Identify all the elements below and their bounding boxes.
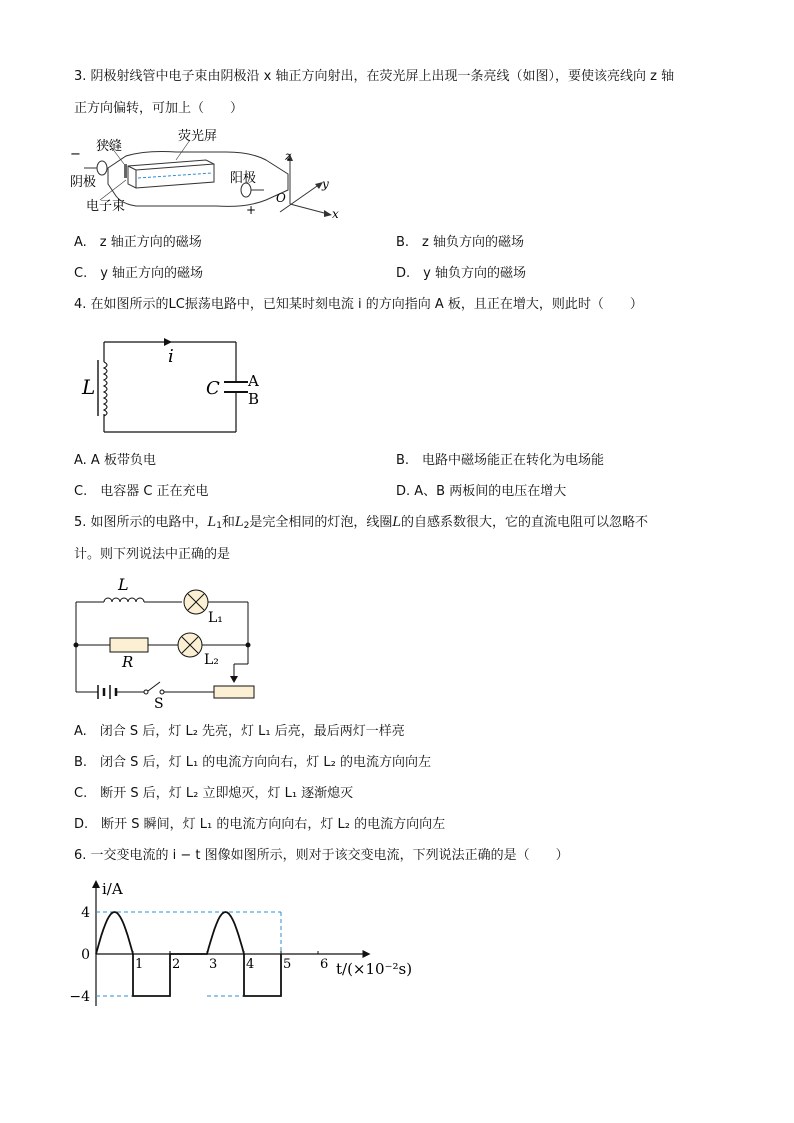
chart-y-tick-label: 4 [81, 905, 90, 921]
q4-plate-a-label: A [248, 372, 259, 390]
q3-axis-y: y [322, 177, 329, 191]
q5-resistor-label: R [122, 653, 134, 671]
chart-x-tick-label: 3 [209, 957, 218, 972]
q4-option-b: B. 电路中磁场能正在转化为电场能 [396, 453, 605, 468]
q4-inductor-label: L [82, 375, 96, 399]
chart-tick-labels [69, 905, 328, 1005]
q4-stem: 4. 在如图所示的LC振荡电路中，已知某时刻电流 i 的方向指向 A 板，且正在增大，则此时（ ） [74, 297, 643, 312]
q5-stem-line2: 计。则下列说法中正确的是 [74, 547, 231, 562]
q3-minus-sign: − [70, 147, 81, 162]
q5-option-b: B. 闭合 S 后，灯 L₁ 的电流方向向右，灯 L₂ 的电流方向向左 [74, 755, 432, 770]
q3-stem-line2: 正方向偏转，可加上（ ） [74, 101, 244, 116]
q5-option-c: C. 断开 S 后，灯 L₂ 立即熄灭，灯 L₁ 逐渐熄灭 [74, 786, 354, 801]
q5-switch-label: S [154, 696, 164, 708]
chart-x-tick-label: 2 [172, 957, 181, 972]
q4-plate-b-label: B [248, 390, 260, 408]
q3-plus-sign: + [246, 203, 257, 217]
q5-stem-part-a: 5. 如图所示的电路中， [74, 515, 208, 530]
q3-anode-label: 阳极 [230, 171, 257, 186]
q3-option-a: A. z 轴正方向的磁场 [74, 235, 202, 250]
q5-option-d: D. 断开 S 瞬间，灯 L₁ 的电流方向向右，灯 L₂ 的电流方向向左 [74, 817, 446, 832]
q5-inductor-label: L [118, 575, 129, 594]
q3-option-d: D. y 轴负方向的磁场 [396, 266, 526, 281]
q4-option-a: A. A 板带负电 [74, 453, 156, 468]
q3-option-c: C. y 轴正方向的磁场 [74, 266, 204, 281]
q5-stem-part-c: 是完全相同的灯泡，线圈 [249, 515, 393, 530]
q3-cathode-label: 阴极 [70, 175, 97, 190]
chart-x-tick-label: 1 [135, 957, 144, 972]
q3-axis-z: z [285, 149, 292, 163]
q3-stem-line1: 3. 阴极射线管中电子束由阴极沿 x 轴正方向射出，在荧光屏上出现一条亮线（如图），要使该亮线向 z 轴 [74, 69, 675, 84]
q5-circuit-figure [68, 572, 268, 708]
q4-capacitor-label: C [206, 378, 220, 399]
q3-option-b: B. z 轴负方向的磁场 [396, 235, 525, 250]
chart-y-axis-arrow [92, 880, 100, 888]
q4-option-c: C. 电容器 C 正在充电 [74, 484, 209, 499]
chart-x-tick-label: 4 [246, 957, 255, 972]
q5-option-a: A. 闭合 S 后，灯 L₂ 先亮，灯 L₁ 后亮，最后两灯一样亮 [74, 724, 405, 739]
q5-lamp1-label: L₁ [208, 610, 223, 626]
q3-screen-label: 荧光屏 [178, 129, 218, 144]
chart-y-tick-label: 0 [81, 947, 90, 963]
q3-cathode-ray-tube-figure [66, 128, 356, 224]
q5-stem-line1: 5. 如图所示的电路中，$L_1$和$L_2$是完全相同的灯泡，线圈L的自感系数很大，它的直流电阻可以忽略不 [74, 515, 648, 531]
chart-x-axis-label: t/(×10⁻²s) [336, 960, 413, 978]
q5-stem-part-b: 和 [221, 515, 235, 530]
q6-stem: 6. 一交变电流的 i − t 图像如图所示，则对于该交变电流，下列说法正确的是（ ） [74, 848, 569, 863]
q5-lamp2-label: L₂ [204, 652, 219, 668]
chart-y-tick-label: −4 [69, 989, 90, 1005]
q6-current-time-chart [68, 872, 418, 1012]
q3-axis-x: x [332, 207, 339, 221]
q4-current-label: i [168, 346, 174, 367]
q3-origin-label: O [276, 191, 286, 205]
q4-option-d: D. A、B 两板间的电压在增大 [396, 484, 567, 499]
chart-x-axis-arrow [363, 950, 371, 958]
q5-stem-part-d: 的自感系数很大，它的直流电阻可以忽略不 [400, 515, 648, 530]
chart-x-tick-label: 6 [320, 957, 329, 972]
q3-beam-label: 电子束 [86, 199, 126, 214]
chart-y-axis-label: i/A [102, 880, 123, 898]
q3-slit-label: 狭缝 [96, 139, 123, 154]
q4-lc-circuit-figure [78, 330, 268, 440]
chart-x-tick-label: 5 [283, 957, 292, 972]
